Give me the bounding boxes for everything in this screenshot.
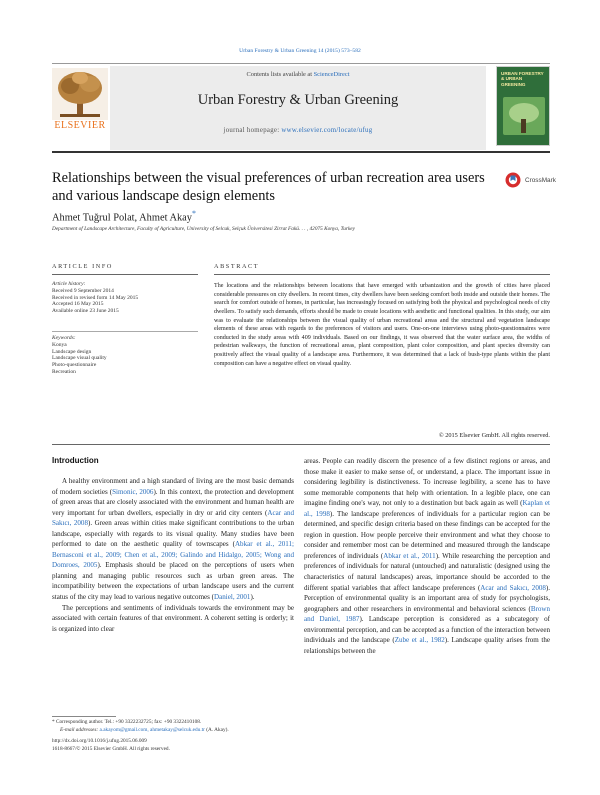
header-top-rule	[52, 63, 550, 64]
citation-link[interactable]: Abkar et al., 2011	[383, 551, 436, 560]
citation-link[interactable]: Daniel, 2001	[214, 593, 251, 602]
journal-title: Urban Forestry & Urban Greening	[197, 92, 399, 108]
header-bottom-rule	[52, 151, 550, 153]
intro-left-column	[52, 476, 294, 634]
cover-title: URBAN FORESTRY & URBAN GREENING	[501, 71, 544, 87]
keywords	[52, 335, 198, 376]
journal-cover-thumbnail[interactable]	[496, 66, 550, 146]
citation-link[interactable]: Acar and Sakıcı, 2008	[52, 508, 294, 528]
elsevier-wordmark: ELSEVIER	[54, 120, 106, 131]
footnote-rule	[52, 716, 116, 717]
email-note	[60, 727, 229, 734]
citation-link[interactable]: Zube et al., 1982	[394, 636, 445, 645]
issn-line: 1618-8667/© 2015 Elsevier GmbH. All rights reserved.	[52, 746, 170, 752]
paragraph-text: ). In this context, the protection and development of green areas that are closely associated with the environment and human health are very important for urban dwellers, especially in dry or arid city centers (	[52, 487, 295, 517]
article-title: Relationships between the visual preferences of urban recreation area users and various landscape design elements	[52, 170, 485, 204]
corresponding-author-note: * Corresponding author. Tel.: +90 3322232725; fax: +90 3322410108.	[52, 719, 202, 725]
email-label: E-mail addresses:	[60, 727, 100, 733]
email-suffix: (A. Akay).	[204, 727, 229, 733]
keyword: Recreation	[52, 368, 76, 375]
journal-homepage	[110, 127, 486, 134]
journal-citation[interactable]: Urban Forestry & Urban Greening 14 (2015) 573–582	[239, 48, 361, 54]
intro-paragraph	[52, 476, 294, 603]
citation-link[interactable]: Acar and Sakıcı, 2008	[480, 583, 546, 592]
keyword: Landscape visual quality	[52, 355, 107, 362]
homepage-prefix: journal homepage:	[223, 127, 282, 134]
article-info-divider	[52, 331, 198, 332]
abstract-heading: ABSTRACT	[214, 263, 260, 270]
history-item: Accepted 16 May 2015	[52, 301, 104, 308]
keyword: Konya	[52, 341, 67, 348]
authors	[52, 209, 196, 223]
intro-right-column	[304, 456, 550, 656]
corresponding-author-mark[interactable]: *	[192, 209, 196, 218]
contents-prefix: Contents lists available at	[246, 71, 314, 78]
article-info-rule	[52, 274, 198, 275]
homepage-link[interactable]: www.elsevier.com/locate/ufug	[281, 127, 373, 134]
affiliation: Department of Landscape Architecture, Faculty of Agriculture, University of Selcuk, Selçuk Üniversitesi Zirrat Fakü. . . , 42075 Konya, Turkey	[52, 226, 355, 232]
paragraph-text: areas. People can readily discern the presence of a few distinct regions or areas, and those make it easier to make sense of, or understand, a place. The important issue in considering legibility is distinctiveness. To increase legibility, a scene has to have some memorable components that help with orientation. In a legible place, one can imagine finding one's way, not only to a destination but back again as well (	[304, 457, 550, 508]
introduction-heading: Introduction	[52, 456, 99, 465]
paragraph-text: ). Landscape perception is considered as a subcategory of environmental perception, and can be accepted as a function of the interaction between individuals and the landscape (	[304, 615, 550, 645]
paragraph-text: ). Emphasis should be placed on the perceptions of users when planning and managing public resources such as urban green areas. The incompatibility between the expectations of urban landscape users and the current status of the city may lead to various negative outcomes (	[52, 561, 294, 602]
abstract-bottom-rule	[52, 444, 550, 445]
abstract-copyright: © 2015 Elsevier GmbH. All rights reserved.	[438, 432, 550, 439]
history-label: Article history:	[52, 281, 86, 287]
contents-available	[110, 71, 486, 78]
doi-link[interactable]: http://dx.doi.org/10.1016/j.ufug.2015.06.009	[52, 738, 147, 744]
article-info-heading: ARTICLE INFO	[52, 263, 113, 270]
intro-paragraph	[304, 456, 550, 656]
paragraph-text: ). The landscape preferences of individuals for a particular region can be determined, and specific design criteria based on these findings can be accepted for the region in question. How people perceive their environment and what they choose to consider and remember most can be determined and measured through the landscape preferences of individuals (	[304, 509, 551, 560]
article-history	[52, 281, 198, 315]
history-item: Received 9 September 2014	[52, 287, 114, 294]
paragraph-text: ).	[250, 593, 255, 602]
author-names: Ahmet Tuğrul Polat, Ahmet Akay	[52, 212, 192, 224]
crossmark-icon	[505, 172, 521, 188]
paragraph-text: ). While researching the perception and preferences of individuals for natural (untouched) and naturalistic (designed using the characteristics of natural landscapes) areas, importance should be accorded to the different spatial variables that affect landscape preferences (	[304, 551, 550, 592]
sciencedirect-link[interactable]: ScienceDirect	[313, 71, 350, 78]
keywords-label: Keywords:	[52, 335, 76, 341]
crossmark-badge[interactable]	[505, 171, 556, 189]
history-item: Available online 23 June 2015	[52, 308, 119, 315]
keyword: Photo-questionnaire	[52, 362, 97, 369]
elsevier-tree-logo[interactable]	[52, 68, 108, 120]
paragraph-text: ). Perception of environmental quality is an important area of study for psychologists, geographers and other researchers in environmental and behavioral sciences (	[304, 583, 550, 613]
citation-link[interactable]: Abkar et al., 2011; Bernasconi et al., 2009; Chen et al., 2009; Galindo and Hidalgo, 2005; Wong and Domroes, 2005	[52, 540, 294, 570]
paragraph-text: The perceptions and sentiments of individuals towards the environment may be associated with certain features of that environment. A coherent setting is orderly; it is organized into clear	[52, 603, 294, 633]
keyword: Landscape design	[52, 348, 92, 355]
crossmark-label: CrossMark	[525, 176, 556, 184]
citation-link[interactable]: Brown and Daniel, 1987	[304, 604, 550, 624]
email-links[interactable]: a.akayom@gmail.com, ahmetakay@selcuk.edu.tr	[99, 727, 205, 733]
abstract-text: The locations and the relationships between locations that have emerged with urbanization and the growth of cities have placed considerable pressures on city dwellers. In recent times, city dwellers have been seeking comfort both inside and outside their homes. The search for comfort outside of homes, in particular, has increasingly focused on satisfying both the physical and psychological needs of city dwellers. To satisfy such demands, efforts should be made to create locations with aesthetic and functional qualities. In this study, our aim was to evaluate the relationships between the visual quality of urban recreational areas and the structural and vegetation landscape elements of these areas with regards to the preferences of visitors and users. One-on-one interviews using photo-questionnaires were conducted in the study areas with 409 individuals. Based on our findings, it was observed that the water surface area, the widths of pedestrian walkways, the function of recreational areas, plant composition, plant color composition, and plant species diversity can positively affect the visual quality of a landscape area. Furthermore, it was determined that a lack of bush-type plants within the plant composition can have a negative effect on visual quality.	[214, 283, 550, 367]
citation-link[interactable]: Simonic, 2006	[112, 487, 154, 496]
abstract-rule	[214, 274, 550, 275]
history-item: Received in revised form 14 May 2015	[52, 294, 139, 301]
paragraph-text: A healthy environment and a high standard of living are the most basic demands of modern societies (	[52, 477, 294, 496]
paragraph-text: ). Landscape quality arises from the relationships between the	[304, 636, 551, 655]
paragraph-text: ). Green areas within cities make significant contributions to the urban landscape, especially with regards to its visual quality. Many studies have been performed to date on the aesthetic quality of townscapes (	[52, 519, 295, 549]
intro-paragraph	[52, 603, 294, 635]
cover-image-icon	[503, 97, 545, 135]
citation-link[interactable]: Kaplan et al., 1998	[304, 499, 550, 518]
